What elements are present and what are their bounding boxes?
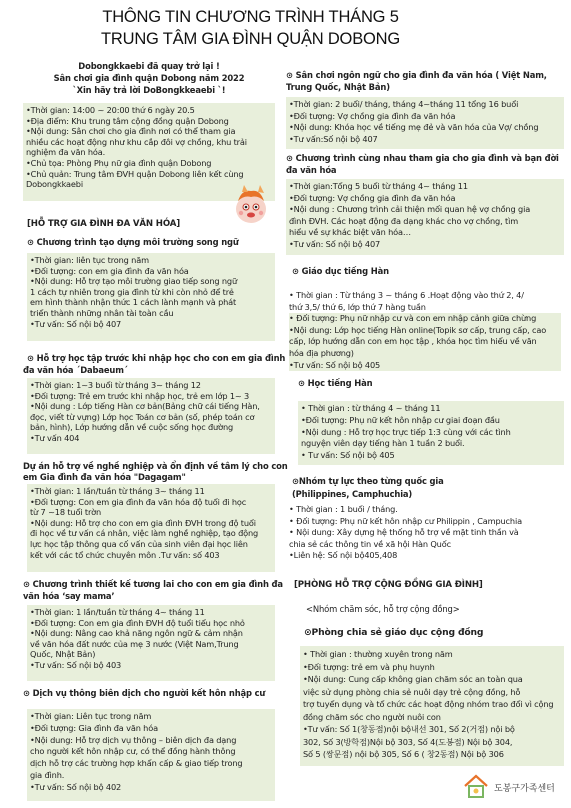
intro-item: nghiệm đa văn hóa.: [26, 147, 106, 158]
program-heading-language-play-2: Trung Quốc, Nhật Bản): [286, 82, 390, 92]
program-item: •Tư vấn: Số 1(창동점)nội bộ내선 301, Số 2(거점) nội bộ: [303, 724, 515, 734]
program-box-learn-korean: [298, 401, 564, 465]
community-subheading: <Nhóm chăm sóc, hỗ trợ cộng đồng>: [306, 604, 460, 614]
program-item: • Thời gian : 1 buổi / tháng.: [289, 504, 398, 514]
program-item: •Nội dung: Cung cấp không gian chăm sóc an toàn qua: [303, 674, 523, 684]
program-item: •Tư vấn: Số nội bộ 407: [289, 238, 381, 249]
program-item: lực học tập thông qua cố vấn của sinh viên đại học liên: [30, 538, 248, 549]
program-item: •Nội dung : Hỗ trợ học trực tiếp 1:3 cùng với các tình: [301, 426, 511, 437]
program-item: •Nội dung: Khóa học về tiếng mẹ đẻ và văn hóa của Vợ/ chồng: [289, 122, 539, 133]
program-item: • Thời gian : thường xuyên trong năm: [303, 649, 453, 659]
program-item: cấp, lớp hướng dẫn con em học tập , khóa học tìm hiểu về văn: [289, 336, 561, 348]
page-title-line1: THÔNG TIN CHƯƠNG TRÌNH THÁNG 5: [102, 8, 399, 26]
right-column: [286, 0, 564, 808]
program-item: •Đối tượng: con em gia đình đa văn hóa: [30, 265, 189, 276]
program-item: • Thời gian : từ tháng 4 ~ tháng 11: [301, 403, 441, 413]
intro-item: •Nội dung: Sân chơi cho gia đình nơi có thể tham gia: [26, 126, 236, 137]
left-column: [23, 0, 288, 808]
program-item: •Tư vấn 404: [30, 432, 80, 443]
intro-item: •Chủ quản: Trung tâm ĐVH quận Dobong liên kết cùng: [26, 168, 244, 179]
intro-item: •Địa điểm: Khu trung tâm cộng đồng quận Dobong: [26, 115, 229, 126]
program-box-saymama: [27, 605, 275, 681]
program-item: •Đối tượng: Phụ nữ kết hôn nhập cư giai đoạn đầu: [301, 414, 500, 425]
program-heading-interpretation: ⊙ Dịch vụ thông biên dịch cho người kết hôn nhập cư: [23, 688, 266, 698]
section-multicultural: [HỖ TRỢ GIA ĐÌNH ĐA VĂN HÓA]: [27, 219, 181, 229]
family-center-logo: [462, 772, 564, 800]
program-item: •Tư vấn: Số nội bộ 403: [30, 659, 122, 670]
program-heading-selfhelp-1: ⊙Nhóm tự lực theo từng quốc gia: [292, 476, 444, 486]
program-item: • Tư vấn: Số nội bộ 405: [301, 450, 395, 461]
section-community: [PHÒNG HỖ TRỢ CỘNG ĐỒNG GIA ĐÌNH]: [294, 580, 483, 590]
program-item: Quốc, Nhật Bản): [30, 649, 96, 660]
program-item: em hình thành nhận thức 1 cách lành mạnh và phát: [30, 297, 237, 308]
intro-heading-1: Dobongkkaebi đã quay trở lại !: [78, 61, 220, 71]
program-box-interpretation: [27, 709, 275, 801]
program-heading-selfhelp-2: (Philippines, Camphuchia): [292, 489, 413, 499]
page-title-line2: TRUNG TÂM GIA ĐÌNH QUẬN DOBONG: [101, 30, 400, 48]
program-box-sharing-room: [300, 646, 564, 766]
program-item: •Đối tượng: Con em gia đình ĐVH độ tuổi tiểu học nhỏ: [30, 617, 245, 628]
program-item: •Tư vấn:Số nội bộ 407: [289, 133, 378, 144]
program-item: •Liên hệ: Số nội bộ405,408: [289, 550, 398, 561]
program-item: từ 7 ~18 tuổi trờn: [30, 507, 102, 518]
program-item: •Đối tượng: trẻ em và phụ huynh: [303, 661, 435, 672]
program-item: trợ tuyển dụng và tổ chức các hoạt động nhóm trao đổi vì cộng: [303, 699, 554, 709]
program-item: •Đối tượng: Con em gia đình đa văn hóa độ tuổi đi học: [30, 496, 247, 507]
program-box-couples: [286, 179, 564, 255]
program-item: •Nội dung: Nâng cao khả năng ngôn ngữ & cảm nhận: [30, 628, 243, 639]
program-box-dabaeum: [27, 378, 275, 454]
program-item: •Nội dung: Lớp học tiếng Hàn online(Topik sơ cấp, trung cấp, cao: [289, 325, 561, 337]
program-box-dagagam: [27, 484, 275, 572]
house-logo-icon: [462, 772, 490, 800]
program-item: •Đối tượng: Vợ chồng gia đình đa văn hóa: [289, 110, 456, 121]
program-item: •Thời gian: 1 lần/tuần từ tháng 4~ tháng 11: [30, 607, 205, 617]
program-item: về văn hóa đất nước của mẹ 3 nước (Việt Nam,Trung: [30, 638, 239, 649]
intro-item: •Thời gian: 14:00 ~ 20:00 thứ 6 ngày 20.5: [26, 105, 195, 115]
program-item: hiểu về sự khác biệt văn hóa…: [289, 227, 411, 238]
program-heading-dabaeum-1: ⊙ Hỗ trợ học tập trước khi nhập học cho con em gia đình: [27, 353, 286, 363]
program-box-bilingual: [27, 253, 275, 341]
program-item: •Thời gian: Liên tục trong năm: [30, 711, 152, 721]
intro-item: Dobongkkaebi: [26, 179, 83, 190]
program-item: •Nội dung: Hỗ trợ cho con em gia đình ĐVH trong độ tuổi: [30, 517, 256, 528]
program-heading-dagagam-2: em Gia đình đa văn hóa "Dagagam": [23, 472, 186, 482]
program-item: đọc, viết từ vựng) Lớp học Toán cơ bản (số, phép toán cơ: [30, 411, 255, 422]
program-heading-sharing-room: ⊙Phòng chia sẻ giáo dục cộng đồng: [304, 627, 484, 638]
program-item: bản, hình), Lớp hướng dẫn về cuộc sống học đường: [30, 422, 234, 433]
program-heading-dagagam-1: Dự án hỗ trợ về nghề nghiệp và ổn định về tâm lý cho con: [23, 461, 288, 471]
program-heading-couples-2: đa văn hóa: [286, 165, 337, 175]
program-item: • Đối tượng: Phụ nữ kết hôn nhập cư Philippin , Campuchia: [289, 515, 522, 526]
program-item: 302, Số 3(방학점)Nội bộ 303, Số 4(도봉점) Nội bộ 304,: [303, 736, 513, 747]
program-item: cho người kết hôn nhập cư, có thể đồng hành thông: [30, 746, 236, 757]
program-item: việc sử dụng phòng chia sẻ nuôi dạy trẻ cộng đồng, hỗ: [303, 686, 521, 697]
program-item: •Thời gian: liên tục trong năm: [30, 255, 149, 265]
program-item: gia đình.: [30, 769, 65, 780]
program-item: • Đối tượng: Phụ nữ nhập cư và con em nhập cảnh giữa chừng: [289, 313, 561, 325]
program-item: chia sẻ các thông tin về xã hội Hàn Quốc: [289, 538, 451, 549]
program-item: nguyện viên dạy tiếng hàn 1 tuần 2 buổi.: [301, 438, 465, 449]
program-heading-saymama-2: văn hóa ‘say mama’: [23, 591, 115, 601]
program-item: •Tư vấn: Số nội bộ 407: [30, 318, 122, 329]
program-item: •Tư vấn: Số nội bộ 402: [30, 781, 122, 792]
goblin-mascot-icon: [228, 183, 274, 227]
program-item: •Đối tượng: Trẻ em trước khi nhập học, trẻ em lớp 1~ 3: [30, 390, 250, 401]
program-item: thứ 3,5/ thứ 6, lớp thứ 7 hàng tuần: [289, 301, 426, 312]
program-item: •Thời gian: 1~3 buổi từ tháng 3~ tháng 12: [30, 380, 201, 390]
program-item: •Nội dung: Hỗ trợ tạo môi trường giao tiếp song ngữ: [30, 276, 238, 287]
program-heading-saymama-1: ⊙ Chương trình thiết kế tương lai cho con em gia đình đa: [23, 579, 283, 589]
logo-text: 도봉구가족센터: [494, 784, 555, 794]
program-box-korean-education: [286, 288, 564, 376]
program-box-language-play: [286, 97, 564, 149]
program-item: •Đối tượng: Gia đình đa văn hóa: [30, 722, 158, 733]
intro-item: nhiều các hoạt động như khu cắp đôi vợ chồng, khu trải: [26, 136, 247, 147]
program-heading-dabaeum-2: đa văn hóa ´Dabaeum´: [23, 365, 128, 375]
intro-item: •Chủ tọa: Phòng Phụ nữ gia đình quận Dobong: [26, 157, 212, 168]
program-item: hóa địa phương): [289, 348, 561, 360]
program-box-selfhelp: [286, 502, 564, 566]
program-item: kết với các tổ chức chuyên môn .Tư vấn: số 403: [30, 549, 220, 560]
program-heading-bilingual: ⊙ Chương trình tạo dựng môi trường song ngữ: [27, 237, 239, 247]
program-item: đi học về tư vấn cá nhân, việc làm nghề nghiệp, tạo động: [30, 528, 259, 539]
program-item: đồng chăm sóc cho người nuôi con: [303, 711, 441, 722]
program-item: •Thời gian:Tổng 5 buổi từ tháng 4~ tháng 11: [289, 181, 468, 191]
program-item: •Đối tượng: Vợ chồng gia đình đa văn hóa: [289, 192, 456, 203]
program-item: •Nội dung : Lớp tiếng Hàn cơ bản(Bảng chữ cái tiếng Hàn,: [30, 401, 260, 412]
program-item: •Tư vấn: Số nội bộ 405: [289, 360, 561, 372]
program-item: dịch hỗ trợ các trường hợp khẩn cấp & giao tiếp trong: [30, 758, 243, 769]
program-item: •Nội dung : Chương trình cải thiện mối quan hệ vợ chồng gia: [289, 204, 531, 215]
program-heading-couples-1: ⊙ Chương trình cùng nhau tham gia cho gia đình và bạn đời: [286, 153, 559, 163]
program-item: • Thời gian : Từ tháng 3 ~ tháng 6 .Hoạt động vào thứ 2, 4/: [289, 290, 524, 300]
program-item: •Thời gian: 2 buổi/ tháng, tháng 4~tháng 11 tổng 16 buổi: [289, 99, 519, 109]
program-item: triển thành những nhân tài toàn cầu: [30, 307, 174, 318]
program-item: đình ĐVH. Các hoạt động đa dạng khác cho vợ chồng, tìm: [289, 215, 519, 226]
program-heading-language-play-1: ⊙ Sân chơi ngôn ngữ cho gia đình đa văn hóa ( Việt Nam,: [286, 70, 547, 80]
intro-heading-3: `Xin hãy trả lời DoBongkkeaebi `!: [72, 85, 226, 95]
program-item: •Thời gian: 1 lần/tuần từ tháng 3~ tháng 11: [30, 486, 205, 496]
program-item: Số 5 (쌍문점) nội bộ 305, Số 6 ( 창2동점) Nội bộ 306: [303, 749, 504, 759]
program-heading-learn-korean: ⊙ Học tiếng Hàn: [298, 378, 373, 388]
intro-heading-2: Sân chơi gia đình quận Dobong năm 2022: [53, 73, 245, 83]
program-item: •Nội dung: Hỗ trợ dịch vụ thông – biên dịch đa dạng: [30, 734, 237, 745]
program-heading-korean-education: ⊙ Giáo dục tiếng Hàn: [292, 266, 389, 276]
program-item: 1 cách tự nhiên trong gia đình từ khi còn nhỏ để trẻ: [30, 286, 234, 297]
program-item: • Nội dung: Xây dựng hệ thống hỗ trợ về mặt tinh thần và: [289, 527, 519, 538]
